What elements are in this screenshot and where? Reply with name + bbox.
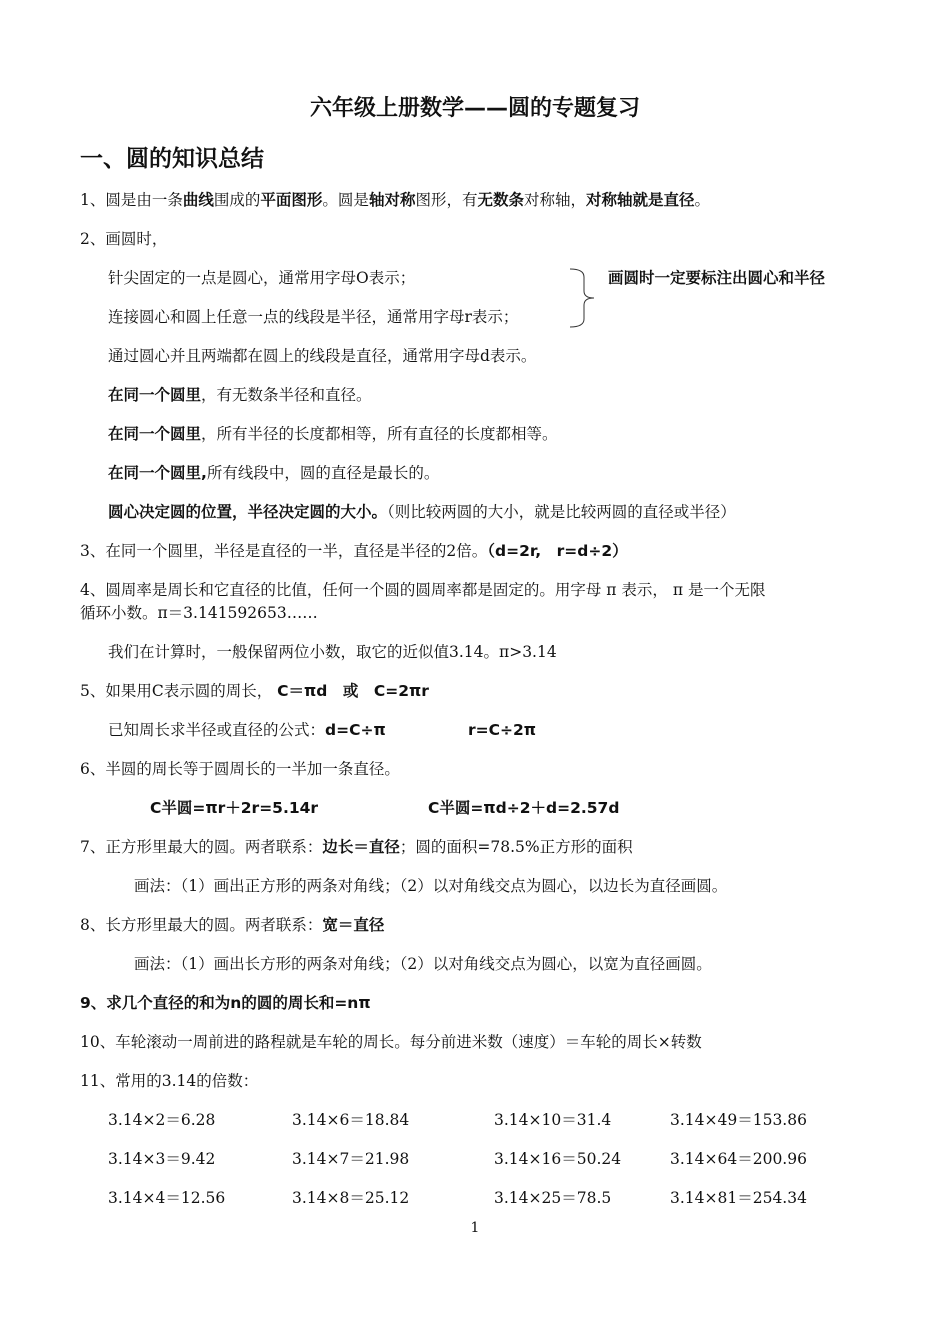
formula-half-circle-r: C半圆=πr＋2r=5.14r [150,799,319,817]
item-4-note: 我们在计算时，一般保留两位小数，取它的近似值3.14。π>3.14 [108,643,557,661]
item-11: 11、常用的3.14的倍数： [80,1072,259,1090]
bold-text: 在同一个圆里 [108,425,202,443]
multiples-cell: 3.14×81＝254.34 [670,1189,807,1207]
text: 1、圆是由一条 [80,191,183,209]
item-7 [80,836,633,858]
text: （则比较两圆的大小，就是比较两圆的直径或半径） [387,503,736,521]
rule-equal [108,423,558,445]
item-6: 6、半圆的周长等于圆周长的一半加一条直径。 [80,760,400,778]
item-1 [80,189,710,211]
rule-position-size [108,501,736,523]
formula-half-circle-d: C半圆=πd÷2＋d=2.57d [428,799,620,817]
bold-text: 在同一个圆里 [108,386,202,404]
page-number: 1 [470,1220,480,1236]
bold-text: 无数条 [477,191,524,209]
multiples-cell: 3.14×10＝31.4 [494,1111,612,1129]
multiples-cell: 3.14×3＝9.42 [108,1150,216,1168]
bold-text: 圆心决定圆的位置，半径决定圆的大小。 [108,503,388,521]
text: 所有线段中，圆的直径是最长的。 [206,464,440,482]
multiples-cell: 3.14×7＝21.98 [292,1150,410,1168]
multiples-cell: 3.14×8＝25.12 [292,1189,410,1207]
item-2: 2、画圆时， [80,230,168,248]
bold-text: 对称轴就是直径 [586,191,695,209]
brace-note: 画圆时一定要标注出圆心和半径 [608,269,826,287]
multiples-cell: 3.14×49＝153.86 [670,1111,807,1129]
item-5 [80,680,429,702]
item-8-method: 画法：（1）画出长方形的两条对角线；（2）以对角线交点为圆心，以宽为直径画圆。 [134,955,712,973]
text: 5、如果用C表示圆的周长， [80,682,273,700]
item-9: 9、求几个直径的和为n的圆的周长和=nπ [80,994,371,1012]
rule-infinite [108,384,372,406]
text: 7、正方形里最大的圆。两者联系： [80,838,323,856]
text: 对称轴， [523,191,586,209]
item-4-line-1: 4、圆周率是周长和它直径的比值，任何一个圆的圆周率都是固定的。用字母 π 表示， π 是一个无限 [80,581,766,599]
text: ，有无数条半径和直径。 [201,386,372,404]
definition-center: 针尖固定的一点是圆心，通常用字母O表示； [108,269,416,287]
multiples-cell: 3.14×6＝18.84 [292,1111,410,1129]
bold-text: 在同一个圆里, [108,464,207,482]
multiples-cell: 3.14×16＝50.24 [494,1150,622,1168]
definition-radius: 连接圆心和圆上任意一点的线段是半径，通常用字母r表示； [108,308,519,326]
item-8 [80,914,384,936]
formula: d=C÷π [325,721,386,739]
bold-text: 边长＝直径 [322,838,400,856]
item-4-line-2: 循环小数。π＝3.141592653…… [80,604,318,622]
multiples-cell: 3.14×2＝6.28 [108,1111,216,1129]
multiples-cell: 3.14×25＝78.5 [494,1189,612,1207]
text: 3、在同一个圆里，半径是直径的一半，直径是半径的2倍。 [80,542,488,560]
text: 。圆是 [322,191,369,209]
bold-text: 平面图形 [260,191,323,209]
bold-text: 轴对称 [368,191,416,209]
page-title: 六年级上册数学——圆的专题复习 [309,96,640,121]
text: 图形，有 [415,191,478,209]
multiples-cell: 3.14×4＝12.56 [108,1189,226,1207]
bold-text: 宽＝直径 [322,916,385,934]
bold-text: 曲线 [182,191,214,209]
formula: r=C÷2π [468,721,537,739]
formula: （d=2r, r=d÷2） [487,542,628,560]
item-5-formulas [108,719,386,741]
curly-brace-icon [568,267,600,329]
item-7-method: 画法：（1）画出正方形的两条对角线；（2）以对角线交点为圆心，以边长为直径画圆。 [134,877,728,895]
multiples-cell: 3.14×64＝200.96 [670,1150,807,1168]
text: ；圆的面积=78.5%正方形的面积 [399,838,633,856]
rule-longest [108,462,439,484]
text: ，所有半径的长度都相等，所有直径的长度都相等。 [201,425,558,443]
item-3 [80,540,628,562]
definition-diameter: 通过圆心并且两端都在圆上的线段是直径，通常用字母d表示。 [108,347,537,365]
text: 。 [694,191,711,209]
section-heading: 一、圆的知识总结 [80,146,264,172]
text: 8、长方形里最大的圆。两者联系： [80,916,323,934]
formula: C＝πd 或 C=2πr [277,682,429,700]
text: 围成的 [213,191,261,209]
text: 已知周长求半径或直径的公式： [108,721,326,739]
item-10: 10、车轮滚动一周前进的路程就是车轮的周长。每分前进米数（速度）＝车轮的周长×转数 [80,1033,702,1051]
